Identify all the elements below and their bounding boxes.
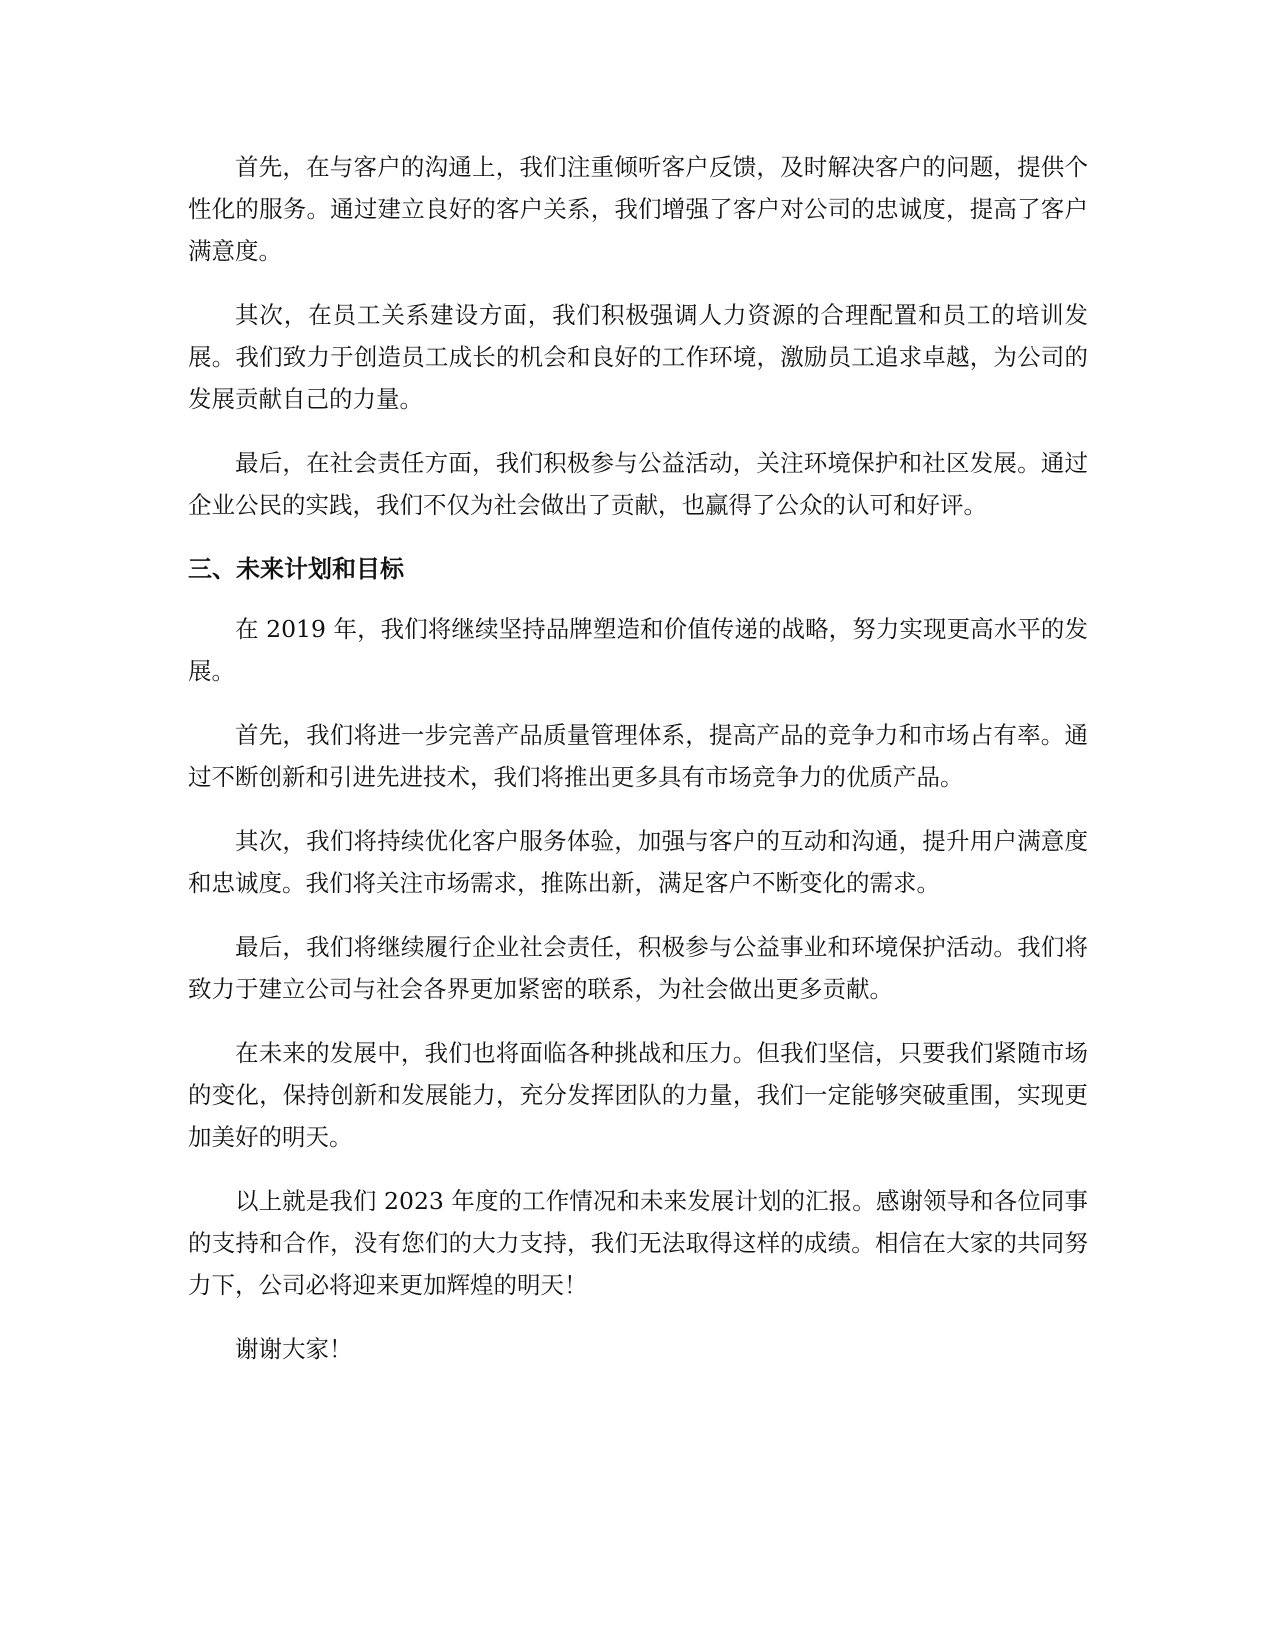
paragraph-product-quality: 首先，我们将进一步完善产品质量管理体系，提高产品的竞争力和市场占有率。通过不断创新和引进先进技术，我们将推出更多具有市场竞争力的优质产品。: [188, 721, 1088, 791]
paragraph-employee-relations: 其次，在员工关系建设方面，我们积极强调人力资源的合理配置和员工的培训发展。我们致力于创造员工成长的机会和良好的工作环境，激励员工追求卓越，为公司的发展贡献自己的力量。: [188, 301, 1088, 413]
paragraph-social-responsibility: 最后，在社会责任方面，我们积极参与公益活动，关注环境保护和社区发展。通过企业公民的实践，我们不仅为社会做出了贡献，也赢得了公众的认可和好评。: [188, 449, 1088, 519]
paragraph-summary-thanks: 以上就是我们 2023 年度的工作情况和未来发展计划的汇报。感谢领导和各位同事的支持和合作，没有您们的大力支持，我们无法取得这样的成绩。相信在大家的共同努力下，公司必将迎来更加辉煌的明天！: [188, 1187, 1088, 1299]
paragraph-corporate-responsibility: 最后，我们将继续履行企业社会责任，积极参与公益事业和环境保护活动。我们将致力于建立公司与社会各界更加紧密的联系，为社会做出更多贡献。: [188, 933, 1088, 1003]
paragraph-customer-communication: 首先，在与客户的沟通上，我们注重倾听客户反馈，及时解决客户的问题，提供个性化的服务。通过建立良好的客户关系，我们增强了客户对公司的忠诚度，提高了客户满意度。: [188, 153, 1088, 265]
paragraph-future-challenges: 在未来的发展中，我们也将面临各种挑战和压力。但我们坚信，只要我们紧随市场的变化，保持创新和发展能力，充分发挥团队的力量，我们一定能够突破重围，实现更加美好的明天。: [188, 1039, 1088, 1151]
paragraph-customer-service: 其次，我们将持续优化客户服务体验，加强与客户的互动和沟通，提升用户满意度和忠诚度。我们将关注市场需求，推陈出新，满足客户不断变化的需求。: [188, 827, 1088, 897]
document-body: [188, 146, 1088, 1392]
paragraph-closing: 谢谢大家！: [235, 1335, 353, 1363]
paragraph-2019-strategy: 在 2019 年，我们将继续坚持品牌塑造和价值传递的战略，努力实现更高水平的发展。: [188, 615, 1088, 685]
section-heading-future-plans: 三、未来计划和目标: [188, 555, 404, 583]
